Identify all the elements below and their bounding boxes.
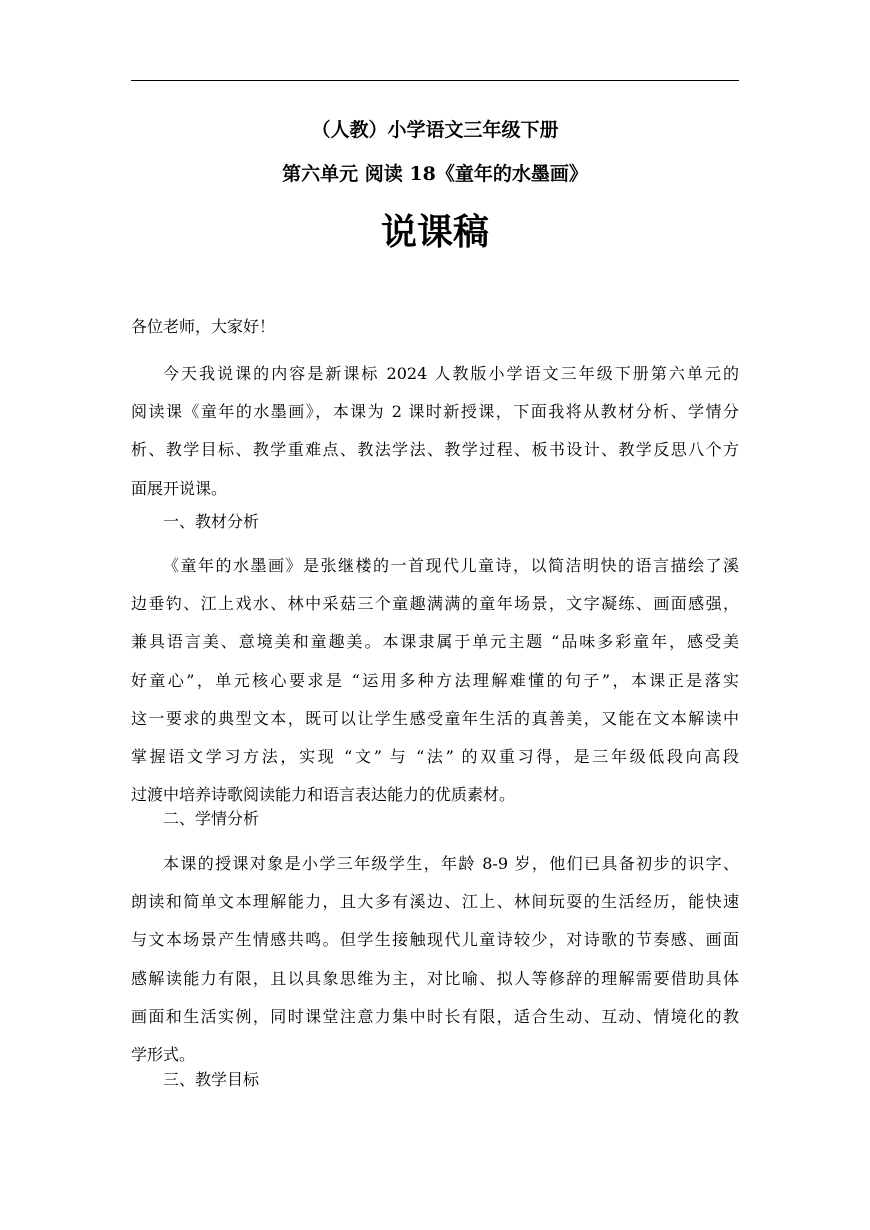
document-subtitle-grade: （人教）小学语文三年级下册 — [311, 119, 559, 141]
document-subtitle-lesson: 第六单元 阅读 18《童年的水墨画》 — [282, 163, 588, 185]
greeting: 各位老师，大家好！ — [131, 317, 276, 336]
textbook-analysis-paragraph — [131, 547, 739, 814]
paragraph-line: 感解读能力有限，且以具象思维为主，对比喻、拟人等修辞的理解需要借助具体 — [131, 968, 739, 988]
paragraph-line: 朗读和简单文本理解能力，且大多有溪边、江上、林间玩耍的生活经历，能快速 — [131, 892, 739, 912]
paragraph-line: 学形式。 — [131, 1044, 196, 1064]
paragraph-line: 掌握语文学习方法，实现 “文” 与 “法” 的双重习得，是三年级低段向高段 — [131, 746, 739, 766]
paragraph-line: 这一要求的典型文本，既可以让学生感受童年生活的真善美，又能在文本解读中 — [131, 708, 739, 728]
paragraph-line: 《童年的水墨画》是张继楼的一首现代儿童诗，以简洁明快的语言描绘了溪 — [163, 556, 739, 575]
paragraph-line: 今天我说课的内容是新课标 2024 人教版小学语文三年级下册第六单元的 — [163, 364, 739, 383]
header-rule — [131, 80, 739, 81]
paragraph-line: 阅读课《童年的水墨画》，本课为 2 课时新授课，下面我将从教材分析、学情分 — [131, 402, 739, 422]
paragraph-line: 与文本场景产生情感共鸣。但学生接触现代儿童诗较少，对诗歌的节奏感、画面 — [131, 930, 739, 950]
paragraph-line: 好童心”，单元核心要求是 “运用多种方法理解难懂的句子”，本课正是落实 — [131, 670, 739, 690]
paragraph-line: 画面和生活实例，同时课堂注意力集中时长有限，适合生动、互动、情境化的教 — [131, 1006, 739, 1026]
section-heading-teaching-goals: 三、教学目标 — [163, 1070, 260, 1089]
paragraph-line: 兼具语言美、意境美和童趣美。本课隶属于单元主题 “品味多彩童年，感受美 — [131, 632, 739, 652]
section-heading-student-analysis: 二、学情分析 — [163, 809, 260, 828]
section-heading-textbook-analysis: 一、教材分析 — [163, 512, 260, 531]
paragraph-line: 析、教学目标、教学重难点、教法学法、教学过程、板书设计、教学反思八个方 — [131, 440, 739, 460]
document-title: 说课稿 — [380, 211, 489, 253]
paragraph-line: 本课的授课对象是小学三年级学生，年龄 8-9 岁，他们已具备初步的识字、 — [163, 854, 739, 873]
intro-paragraph — [131, 355, 739, 508]
paragraph-line: 面展开说课。 — [131, 478, 228, 498]
paragraph-line: 过渡中培养诗歌阅读能力和语言表达能力的优质素材。 — [131, 785, 516, 805]
student-analysis-paragraph — [131, 845, 739, 1074]
paragraph-line: 边垂钓、江上戏水、林中采菇三个童趣满满的童年场景，文字凝练、画面感强， — [131, 594, 739, 614]
